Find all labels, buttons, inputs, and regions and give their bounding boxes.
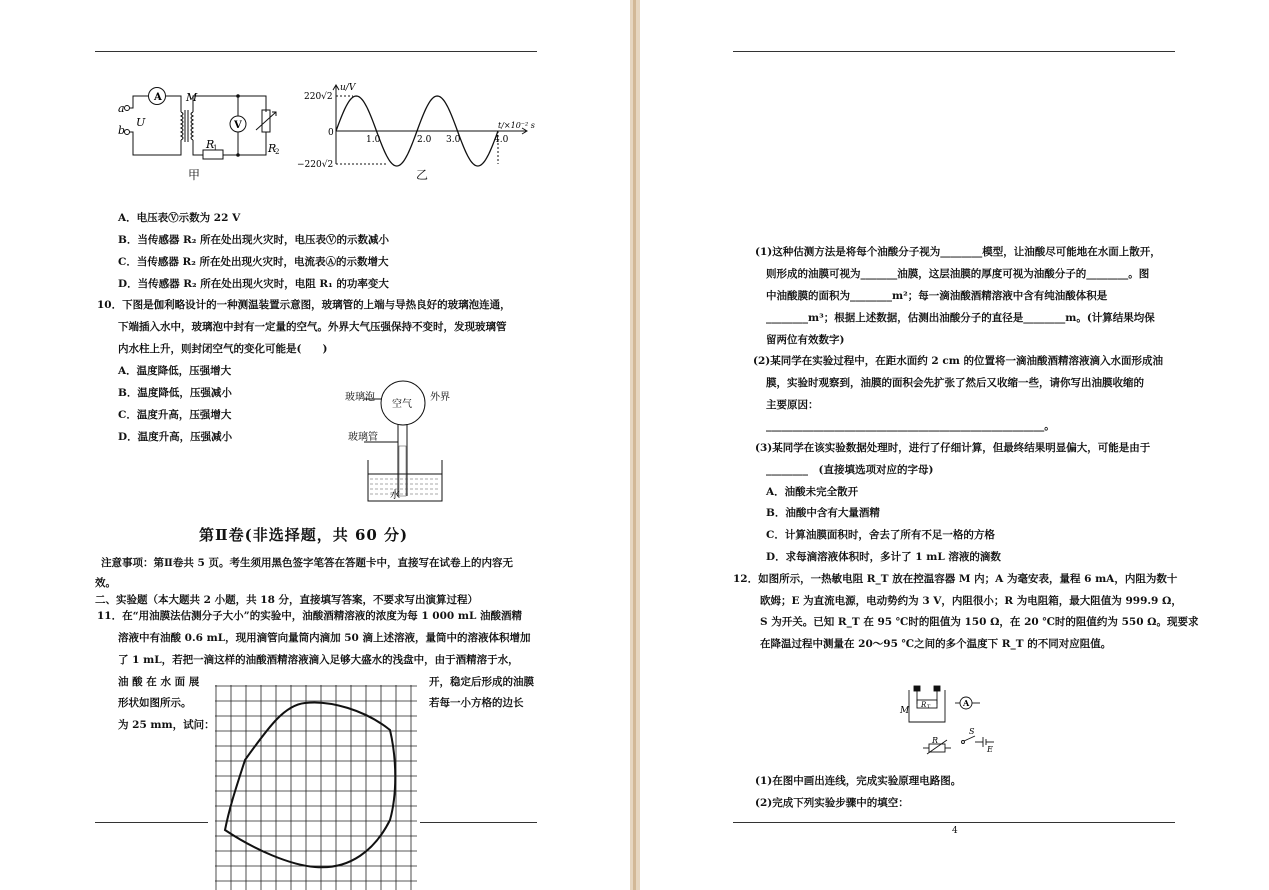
caption-jia: 甲 [188, 168, 201, 182]
left-page [0, 0, 630, 890]
tick-4: 4.0 [494, 135, 509, 145]
circuit-diagram-jia [118, 82, 288, 166]
q11-sub2-line-3: 主要原因： [766, 399, 819, 411]
bottom-rule [733, 822, 1175, 823]
oil-film-grid-diagram [215, 685, 417, 890]
q11-sub3-option-a: A．油酸未完全散开 [766, 486, 859, 498]
y-axis-label: u/V [340, 83, 356, 93]
q11-sub3-option-d: D．求每滴溶液体积时，多计了 1 mL 溶液的滴数 [766, 551, 1001, 563]
page-gutter [630, 0, 640, 890]
section-title: 第Ⅱ卷(非选择题，共 60 分) [199, 526, 409, 544]
q9-option-c: C．当传感器 R₂ 所在处出现火灾时，电流表Ⓐ的示数增大 [118, 256, 389, 268]
q11-sub1-line-1: (1)这种估测方法是将每个油酸分子视为________模型，让油酸尽可能地在水面上散开， [755, 246, 1161, 258]
oil-film-outline [225, 702, 395, 867]
q11-sub3-option-c: C．计算油膜面积时，舍去了所有不足一格的方格 [766, 529, 995, 541]
waveform-graph-yi [296, 82, 536, 170]
svg-text:1: 1 [213, 144, 218, 152]
tick-2: 2.0 [417, 135, 432, 145]
top-rule [733, 51, 1175, 52]
q12-line-1: 12．如图所示，一热敏电阻 R_T 放在控温容器 M 内；A 为毫安表，量程 6 mA，内阻为数十 [733, 573, 1178, 585]
svg-text:T: T [927, 704, 931, 710]
terminal-a [125, 106, 130, 111]
ymin-label: −220√2 [297, 160, 334, 170]
zero-label: 0 [328, 128, 334, 138]
terminal-b [125, 130, 130, 135]
label-tube: 玻璃管 [348, 432, 378, 443]
label-bulb: 玻璃泡 [345, 392, 375, 403]
caption-yi: 乙 [416, 168, 429, 182]
bottom-rule-left [95, 822, 208, 823]
q11-sub2-line-1: (2)某同学在实验过程中，在距水面约 2 cm 的位置将一滴油酸酒精溶液滴入水面形成油 [753, 355, 1164, 367]
q9-option-a: A．电压表Ⓥ示数为 22 V [118, 212, 241, 224]
q11-sub2-line-2: 膜，实验时观察到，油膜的面积会先扩张了然后又收缩一些，请你写出油膜收缩的 [766, 377, 1144, 389]
notice-line-1: 注意事项：第Ⅱ卷共 5 页。考生须用黑色签字笔答在答题卡中，直接写在试卷上的内容无 [101, 557, 513, 569]
label-air: 空气 [392, 399, 412, 410]
notice-line-2: 效。 [95, 577, 116, 589]
q11-sub3-line-2: ________ (直接填选项对应的字母) [766, 464, 934, 476]
label-outside: 外界 [430, 392, 450, 403]
q12-sub-line-2: (2)完成下列实验步骤中的填空： [755, 797, 909, 809]
q10-option-c: C．温度升高，压强增大 [118, 409, 232, 421]
q11-sub1-line-5: 留两位有效数字) [766, 334, 845, 346]
q12-circuit-components [895, 682, 1005, 757]
q9-option-d: D．当传感器 R₂ 所在处出现火灾时，电阻 R₁ 的功率变大 [118, 278, 389, 290]
experiment-heading: 二、实验题（本大题共 2 小题，共 18 分，直接填写答案，不要求写出演算过程） [95, 594, 479, 606]
svg-text:M: M [900, 706, 910, 716]
q11-sub3-line-1: (3)某同学在该实验数据处理时，进行了仔细计算，但最终结果明显偏大，可能是由于 [755, 442, 1151, 454]
svg-text:R: R [921, 701, 927, 709]
q12-line-2: 欧姆；E 为直流电源，电动势约为 3 V，内阻很小；R 为电阻箱，最大阻值为 999.9 Ω， [760, 595, 1182, 607]
q9-option-b: B．当传感器 R₂ 所在处出现火灾时，电压表Ⓥ的示数减小 [118, 234, 390, 246]
q12-line-3: S 为开关。已知 R_T 在 95 ℃时的阻值为 150 Ω，在 20 ℃时的阻值约为 550 Ω。现要求 [760, 616, 1199, 628]
q10-option-d: D．温度升高，压强减小 [118, 431, 233, 443]
tick-3: 3.0 [446, 135, 461, 145]
q12-line-4: 在降温过程中测量在 20～95 ℃之间的多个温度下 R_T 的不同对应阻值。 [760, 638, 1112, 650]
svg-text:a: a [118, 102, 125, 115]
q11-right-2: 若每一小方格的边长 [429, 697, 524, 709]
x-axis-label: t/×10⁻² s [498, 121, 535, 130]
q11-left-3: 为 25 mm，试问： [118, 719, 215, 731]
q11-sub1-line-3: 中油酸膜的面积为________m²；每一滴油酸酒精溶液中含有纯油酸体积是 [766, 290, 1108, 302]
q10-line-2: 下端插入水中，玻璃泡中封有一定量的空气。外界大气压强保持不变时，发现玻璃管 [118, 321, 507, 333]
svg-text:E: E [987, 745, 993, 754]
svg-text:b: b [118, 124, 126, 137]
svg-text:R: R [932, 736, 939, 745]
svg-text:V: V [234, 120, 242, 131]
q10-line-1: 10．下图是伽利略设计的一种测温装置示意图，玻璃管的上端与导热良好的玻璃泡连通， [97, 299, 511, 311]
q11-line-3: 了 1 mL，若把一滴这样的油酸酒精溶液滴入足够大盛水的浅盘中，由于酒精溶于水， [118, 654, 519, 666]
q11-sub1-line-2: 则形成的油膜可视为_______油膜，这层油膜的厚度可视为油酸分子的________。图 [766, 268, 1150, 280]
q11-line-1: 11．在“用油膜法估测分子大小”的实验中，油酸酒精溶液的浓度为每 1 000 mL 油酸酒精 [97, 610, 523, 622]
top-rule [95, 51, 537, 52]
svg-text:R: R [206, 138, 215, 151]
svg-text:M: M [186, 91, 198, 104]
q11-line-2: 溶液中有油酸 0.6 mL，现用滴管向量筒内滴加 50 滴上述溶液，量筒中的溶液体积增加 [118, 632, 531, 644]
q11-sub1-line-4: ________m³；根据上述数据，估测出油酸分子的直径是________m。(计算结果均保 [766, 312, 1155, 324]
right-page [640, 0, 1269, 890]
q11-sub2-answer-line: _____________________________________________________。 [766, 420, 1055, 432]
svg-text:2: 2 [275, 148, 280, 156]
q10-option-a: A．温度降低，压强增大 [118, 365, 232, 377]
q11-sub3-option-b: B．油酸中含有大量酒精 [766, 507, 880, 519]
label-water: 水 [390, 490, 400, 501]
q11-left-1: 油 酸 在 水 面 展 [118, 676, 200, 688]
q10-option-b: B．温度降低，压强减小 [118, 387, 232, 399]
svg-text:U: U [136, 116, 146, 129]
svg-text:A: A [963, 698, 970, 708]
svg-text:R: R [268, 142, 277, 155]
page-number: 4 [952, 826, 958, 836]
q11-left-2: 形状如图所示。 [118, 697, 192, 709]
galileo-thermometer-diagram [340, 376, 460, 506]
ymax-label: 220√2 [304, 92, 333, 102]
q11-right-1: 开，稳定后形成的油膜 [429, 676, 534, 688]
q10-line-3: 内水柱上升，则封闭空气的变化可能是( ) [118, 343, 328, 355]
q12-sub-line-1: (1)在图中画出连线，完成实验原理电路图。 [755, 775, 962, 787]
bottom-rule-right [420, 822, 537, 823]
svg-text:A: A [154, 92, 162, 103]
svg-text:S: S [969, 727, 975, 736]
tick-1: 1.0 [366, 135, 381, 145]
